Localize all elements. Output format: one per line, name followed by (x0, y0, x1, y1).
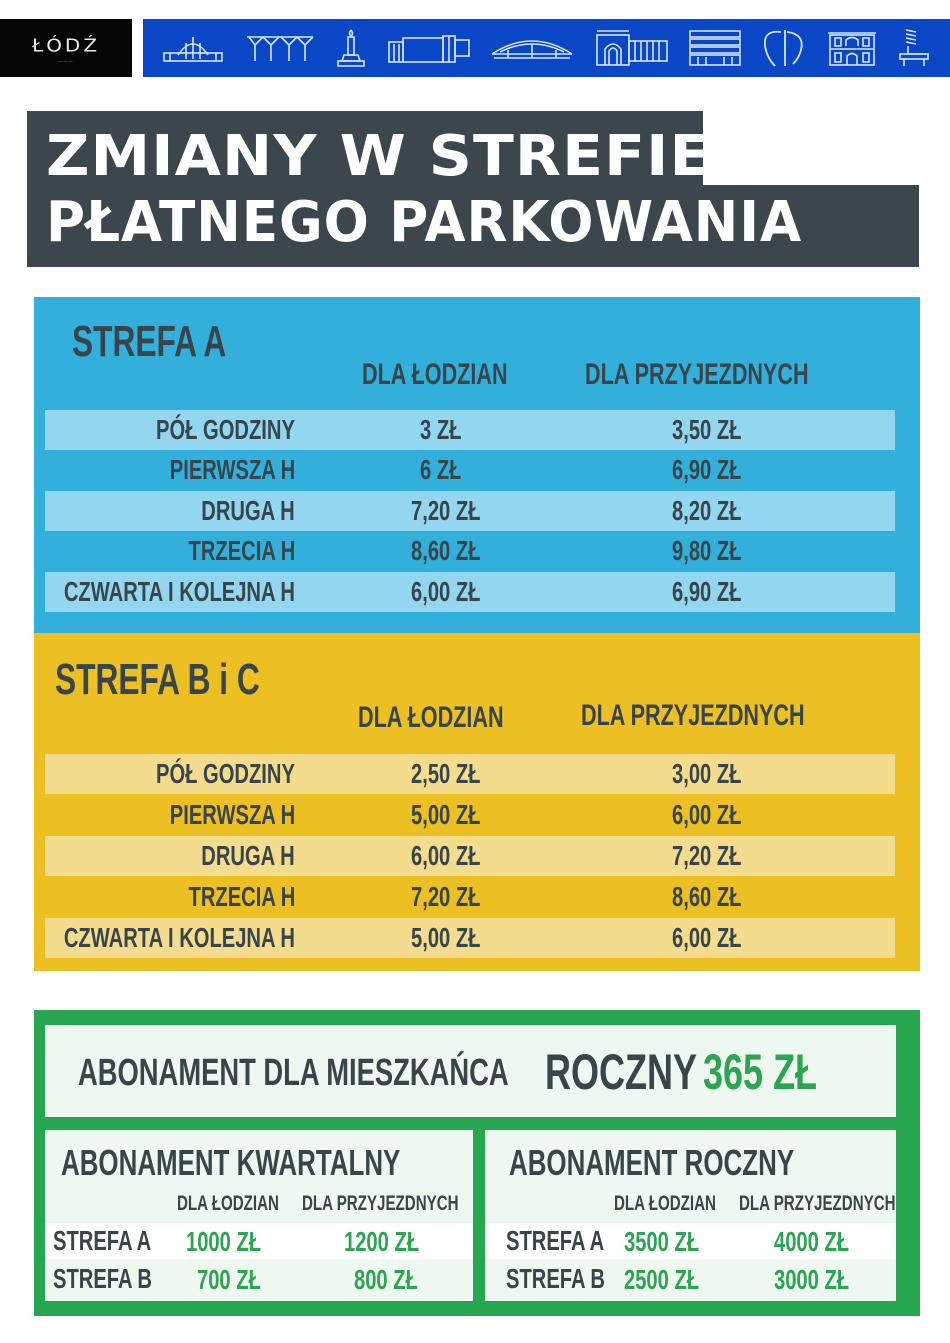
page-title-line2: PŁATNEGO PARKOWANIA (46, 190, 803, 255)
table-row (45, 754, 895, 794)
residents-price: 7,20 ZŁ (411, 881, 481, 912)
visitors-price: 6,00 ZŁ (672, 922, 742, 953)
resident-subscription-period: ROCZNY (545, 1044, 697, 1100)
annual-title: ABONAMENT ROCZNY (509, 1142, 795, 1183)
zone-a-col-residents: DLA ŁODZIAN (362, 358, 508, 391)
zone-a-title: STREFA A (72, 317, 227, 366)
table-row (45, 572, 895, 612)
table-row (45, 450, 895, 490)
table-row (45, 1223, 473, 1259)
landmarks-banner (143, 19, 950, 77)
arena-dome-icon (490, 34, 574, 62)
table-row (45, 836, 895, 876)
row-label: DRUGA H (201, 495, 295, 526)
visitors-price: 3000 ZŁ (774, 1264, 850, 1295)
annual-col-residents: DLA ŁODZIAN (614, 1192, 716, 1215)
resident-subscription-label: ABONAMENT DLA MIESZKAŃCA (78, 1052, 509, 1094)
logo-subtext: ——— (58, 58, 74, 63)
logo-text: ŁÓDŹ (31, 34, 101, 56)
factory-building-icon (387, 32, 471, 64)
row-label: TRZECIA H (188, 535, 295, 566)
city-logo (0, 19, 132, 77)
residents-price: 6,00 ZŁ (411, 840, 481, 871)
row-label: DRUGA H (201, 840, 295, 871)
zone-a-panel (34, 297, 920, 633)
table-row (485, 1261, 896, 1297)
subscriptions-panel (34, 1010, 920, 1316)
row-label: CZWARTA I KOLEJNA H (63, 576, 295, 607)
visitors-price: 6,90 ZŁ (672, 576, 742, 607)
table-row (45, 1261, 473, 1297)
residents-price: 700 ZŁ (197, 1264, 261, 1295)
zone-bc-col-residents: DLA ŁODZIAN (358, 701, 504, 734)
row-label: PIERWSZA H (169, 799, 295, 830)
page-title-line1: ZMIANY W STREFIE (46, 124, 712, 189)
row-label: STREFA A (53, 1225, 152, 1256)
table-row (45, 410, 895, 450)
annual-col-visitors: DLA PRZYJEZDNYCH (739, 1192, 896, 1215)
residents-price: 2500 ZŁ (624, 1264, 700, 1295)
visitors-price: 9,80 ZŁ (672, 535, 742, 566)
tree-canopy-icon (245, 31, 315, 65)
visitors-price: 8,60 ZŁ (672, 881, 742, 912)
quarterly-col-visitors: DLA PRZYJEZDNYCH (302, 1192, 459, 1215)
resident-subscription-price: 365 ZŁ (703, 1044, 818, 1100)
zone-bc-col-visitors: DLA PRZYJEZDNYCH (581, 699, 805, 732)
table-row (45, 877, 895, 917)
quarterly-title: ABONAMENT KWARTALNY (61, 1142, 401, 1183)
monument-icon (334, 28, 368, 68)
row-label: TRZECIA H (188, 881, 295, 912)
visitors-price: 3,50 ZŁ (672, 414, 742, 445)
residents-price: 6 ZŁ (420, 454, 462, 485)
table-row (45, 918, 895, 958)
visitors-price: 3,00 ZŁ (672, 758, 742, 789)
row-label: PÓŁ GODZINY (156, 758, 295, 789)
gate-building-icon (593, 29, 669, 67)
residents-price: 2,50 ZŁ (411, 758, 481, 789)
residents-price: 1000 ZŁ (186, 1226, 262, 1257)
row-label: STREFA A (506, 1225, 605, 1256)
table-row (45, 531, 895, 571)
row-label: PÓŁ GODZINY (156, 414, 295, 445)
table-row (45, 491, 895, 531)
heart-sculpture-icon (761, 28, 807, 68)
visitors-price: 8,20 ZŁ (672, 495, 742, 526)
visitors-price: 1200 ZŁ (344, 1226, 420, 1257)
visitors-price: 6,00 ZŁ (672, 799, 742, 830)
residents-price: 5,00 ZŁ (411, 799, 481, 830)
resident-subscription (45, 1025, 896, 1117)
visitors-price: 6,90 ZŁ (672, 454, 742, 485)
railway-station-icon (160, 31, 226, 65)
residents-price: 7,20 ZŁ (411, 495, 481, 526)
row-label: PIERWSZA H (169, 454, 295, 485)
zone-a-col-visitors: DLA PRZYJEZDNYCH (585, 358, 809, 391)
residents-price: 5,00 ZŁ (411, 922, 481, 953)
office-block-icon (688, 29, 742, 67)
zone-bc-title: STREFA B i C (55, 655, 260, 704)
row-label: STREFA B (506, 1263, 605, 1294)
visitors-price: 4000 ZŁ (774, 1226, 850, 1257)
piano-chair-icon (896, 28, 932, 68)
residents-price: 3500 ZŁ (624, 1226, 700, 1257)
zone-bc-panel (34, 633, 920, 971)
residents-price: 3 ZŁ (420, 414, 462, 445)
residents-price: 6,00 ZŁ (411, 576, 481, 607)
annual-subscription (485, 1130, 896, 1301)
palace-facade-icon (826, 29, 878, 67)
quarterly-col-residents: DLA ŁODZIAN (177, 1192, 279, 1215)
table-row (485, 1223, 896, 1259)
row-label: CZWARTA I KOLEJNA H (63, 922, 295, 953)
table-row (45, 795, 895, 835)
visitors-price: 7,20 ZŁ (672, 840, 742, 871)
visitors-price: 800 ZŁ (354, 1264, 418, 1295)
row-label: STREFA B (53, 1263, 152, 1294)
quarterly-subscription (45, 1130, 473, 1301)
residents-price: 8,60 ZŁ (411, 535, 481, 566)
